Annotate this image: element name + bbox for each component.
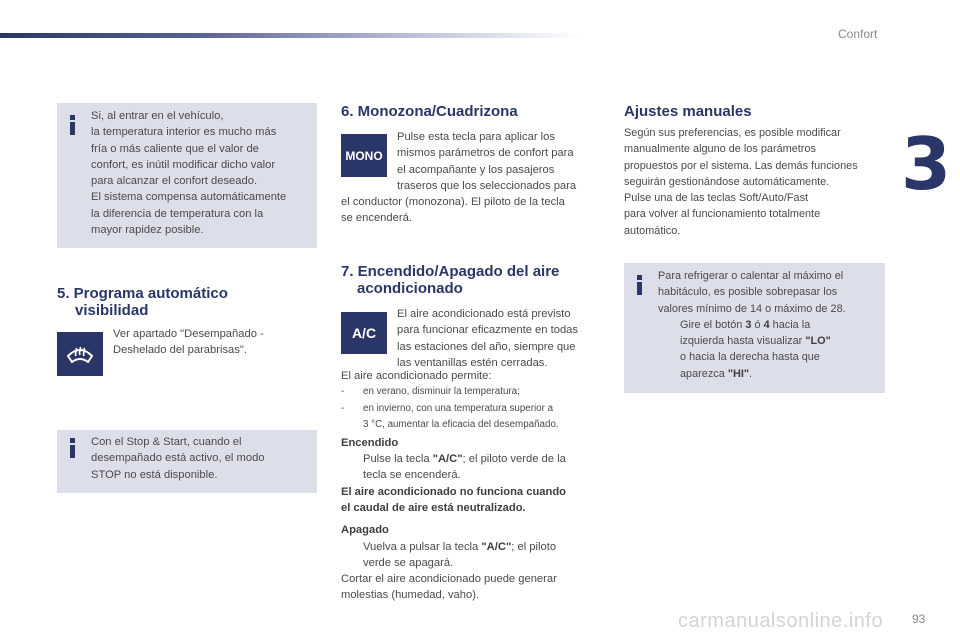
info-box-max-temp — [624, 263, 885, 393]
section-label: Confort — [838, 27, 878, 41]
info-icon — [70, 115, 75, 135]
section-5-title: 5. Programa automático visibilidad — [57, 285, 228, 319]
section-6-text: Pulse esta tecla para aplicar los mismos parámetros de confort para el acompañante y los pasajeros traseros que los seleccionados para — [397, 131, 577, 192]
section-7-title: 7. Encendido/Apagado del aire acondicionado — [341, 263, 560, 297]
info-box-comfort — [57, 103, 317, 248]
section-6-title: 6. Monozona/Cuadrizona — [341, 103, 518, 120]
section-5-text: Ver apartado "Desempañado - Deshelado del parabrisas". — [113, 328, 264, 357]
watermark: carmanualsonline.info — [678, 610, 884, 632]
info-box-stop-start — [57, 430, 317, 493]
defrost-windscreen-icon — [57, 332, 103, 376]
section-7-text: El aire acondicionado está previsto para funcionar eficazmente en todas las estaciones del año, siempre que las ventanillas estén cerradas. — [397, 308, 578, 369]
mono-key-icon: MONO — [341, 134, 387, 177]
info-box-text: Si, al entrar en el vehículo, la temperatura interior es mucho más fría o más caliente que el valor de confort, es inútil modificar dicho valor para alcanzar el confort deseado. El sistema compensa automáticamente la diferencia de temperatura con la mayor rapidez posible. — [91, 110, 287, 237]
section-7-body: El aire acondicionado permite: - en verano, disminuir la temperatura; - en invierno, con una temperatura superior a 3 °C, aumentar la eficacia del desempañado. Encendido Pulse la tecla "A/C"; el piloto verde de la tecla se encenderá. El aire acondicionado no funciona cuando el caudal de aire está neutralizado. Apagado Vuelva a pulsar la tecla "A/C"; el piloto verde se apagará. Cortar el aire acondicionado puede generar molestias (humedad, vaho). — [341, 370, 567, 602]
page-number: 93 — [912, 612, 926, 626]
info-icon — [637, 275, 642, 295]
header-gradient-bar — [0, 33, 580, 38]
manual-settings-title: Ajustes manuales — [624, 103, 752, 120]
manual-settings-text: Según sus preferencias, es posible modificar manualmente alguno de los parámetros propuestos por el sistema. Las demás funciones seguirán gestionándose automáticamente. Pulse una de las teclas Soft/Auto/Fast para volver al funcionamiento totalmente automático. — [624, 127, 858, 237]
ac-key-icon: A/C — [341, 312, 387, 354]
section-6-text-cont: el conductor (monozona). El piloto de la tecla se encenderá. — [341, 196, 565, 225]
info-icon — [70, 438, 75, 458]
chapter-number: 3 — [901, 122, 952, 206]
info-box-text: Para refrigerar o calentar al máximo el habitáculo, es posible sobrepasar los valores mínimo de 14 o máximo de 28. Gire el botón 3 ó 4 hacia la izquierda hasta visualizar "LO" o hacia la derecha hasta que aparezca "HI". — [658, 270, 846, 380]
info-box-text: Con el Stop & Start, cuando el desempañado está activo, el modo STOP no está disponible. — [91, 436, 265, 481]
